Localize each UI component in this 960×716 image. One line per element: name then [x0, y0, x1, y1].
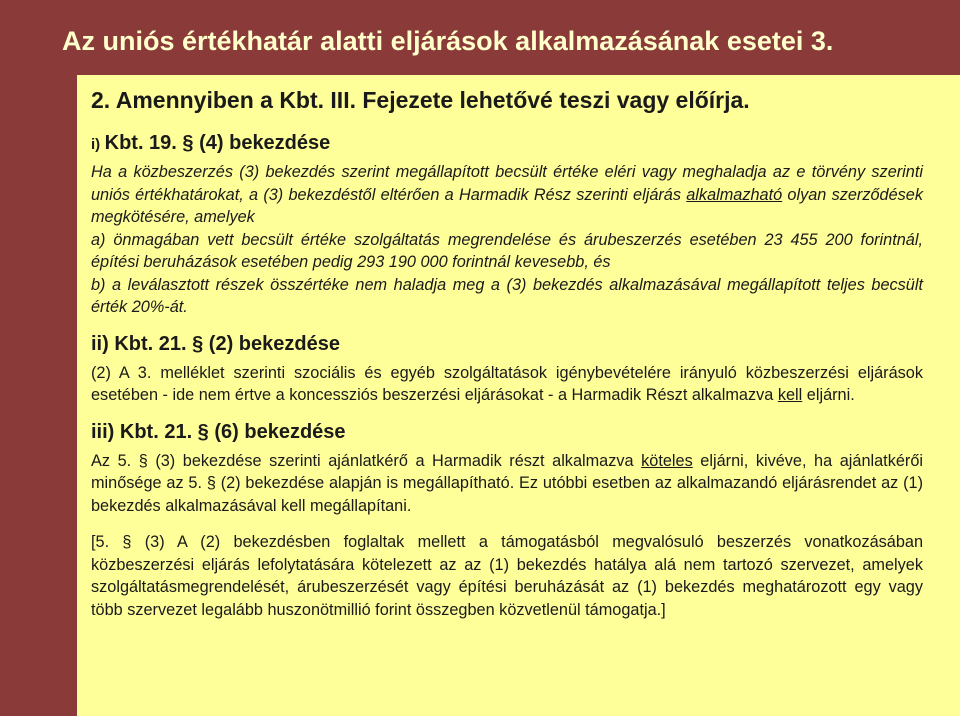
section3-title: iii) Kbt. 21. § (6) bekezdése	[91, 420, 346, 443]
section2-paragraph	[91, 362, 923, 407]
content-panel	[77, 75, 960, 716]
section1-text-part1: Ha a közbeszerzés (3) bekezdés szerint megállapított becsült értéke eléri vagy meghaladja az e törvény szerinti uniós értékhatárokat, a (3) bekezdéstől eltérően a Harmadik Rész szerinti eljárás	[91, 163, 923, 204]
section2-text-part2: eljárni.	[802, 386, 855, 404]
section1-title: Kbt. 19. § (4) bekezdése	[104, 132, 331, 154]
section3-note: [5. § (3) A (2) bekezdésben foglaltak mellett a támogatásból megvalósuló beszerzés vonatkozásában közbeszerzési eljárás lefolytatására kötelezett az az (1) bekezdés hatálya alá nem tartozó szervezet, amelyek szolgáltatásmegrendelését, árubeszerzését vagy építési beruházását az (1) bekezdés meghatározott egy vagy több szervezet legalább huszonötmillió forint összegben közvetlenül támogatja.]	[91, 533, 923, 619]
kell-link[interactable]: kell	[777, 386, 803, 404]
section1-heading	[91, 132, 960, 155]
section1-item-a: a) önmagában vett becsült értéke szolgáltatás megrendelése és árubeszerzés esetében 23 455 200 forintnál, építési beruházások esetében pedig 293 190 000 forintnál kevesebb, és	[91, 230, 923, 271]
section1-text-part2: olyan szerződések megkötésére, amelyek	[91, 185, 923, 226]
slide-title: Az uniós értékhatár alatti eljárások alkalmazásának esetei 3.	[62, 26, 834, 56]
section1-item-b: b) a leválasztott részek összértéke nem haladja meg a (3) bekezdés alkalmazásával megállapított teljes becsült érték 20%-át.	[91, 275, 923, 316]
section2-title: ii) Kbt. 21. § (2) bekezdése	[91, 332, 340, 355]
section1-paragraph	[91, 161, 923, 229]
section3-text-part2: eljárni, kivéve, ha ajánlatkérői minősége az 5. § (2) bekezdése alapján is megállapítható. Ez utóbbi esetben az alkalmazandó eljárásrendet az (1) bekezdés alkalmazásával kell megállapítani.	[91, 451, 923, 515]
koteles-link[interactable]: köteles	[641, 451, 693, 470]
section1-prefix: i)	[91, 136, 101, 153]
main-heading: 2. Amennyiben a Kbt. III. Fejezete lehetővé teszi vagy előírja.	[91, 87, 750, 113]
section2-text-part1: (2) A 3. melléklet szerinti szociális és egyéb szolgáltatások igénybevételére irányuló közbeszerzési eljárások esetében - ide nem értve a koncessziós beszerzési eljárásokat - a Harmadik Részt alkalmazva	[91, 363, 923, 404]
section3-paragraph	[91, 450, 923, 518]
section3-text-part1: Az 5. § (3) bekezdése szerinti ajánlatkérő a Harmadik részt alkalmazva	[91, 451, 642, 470]
alkalmazhato-link[interactable]: alkalmazható	[686, 185, 783, 204]
